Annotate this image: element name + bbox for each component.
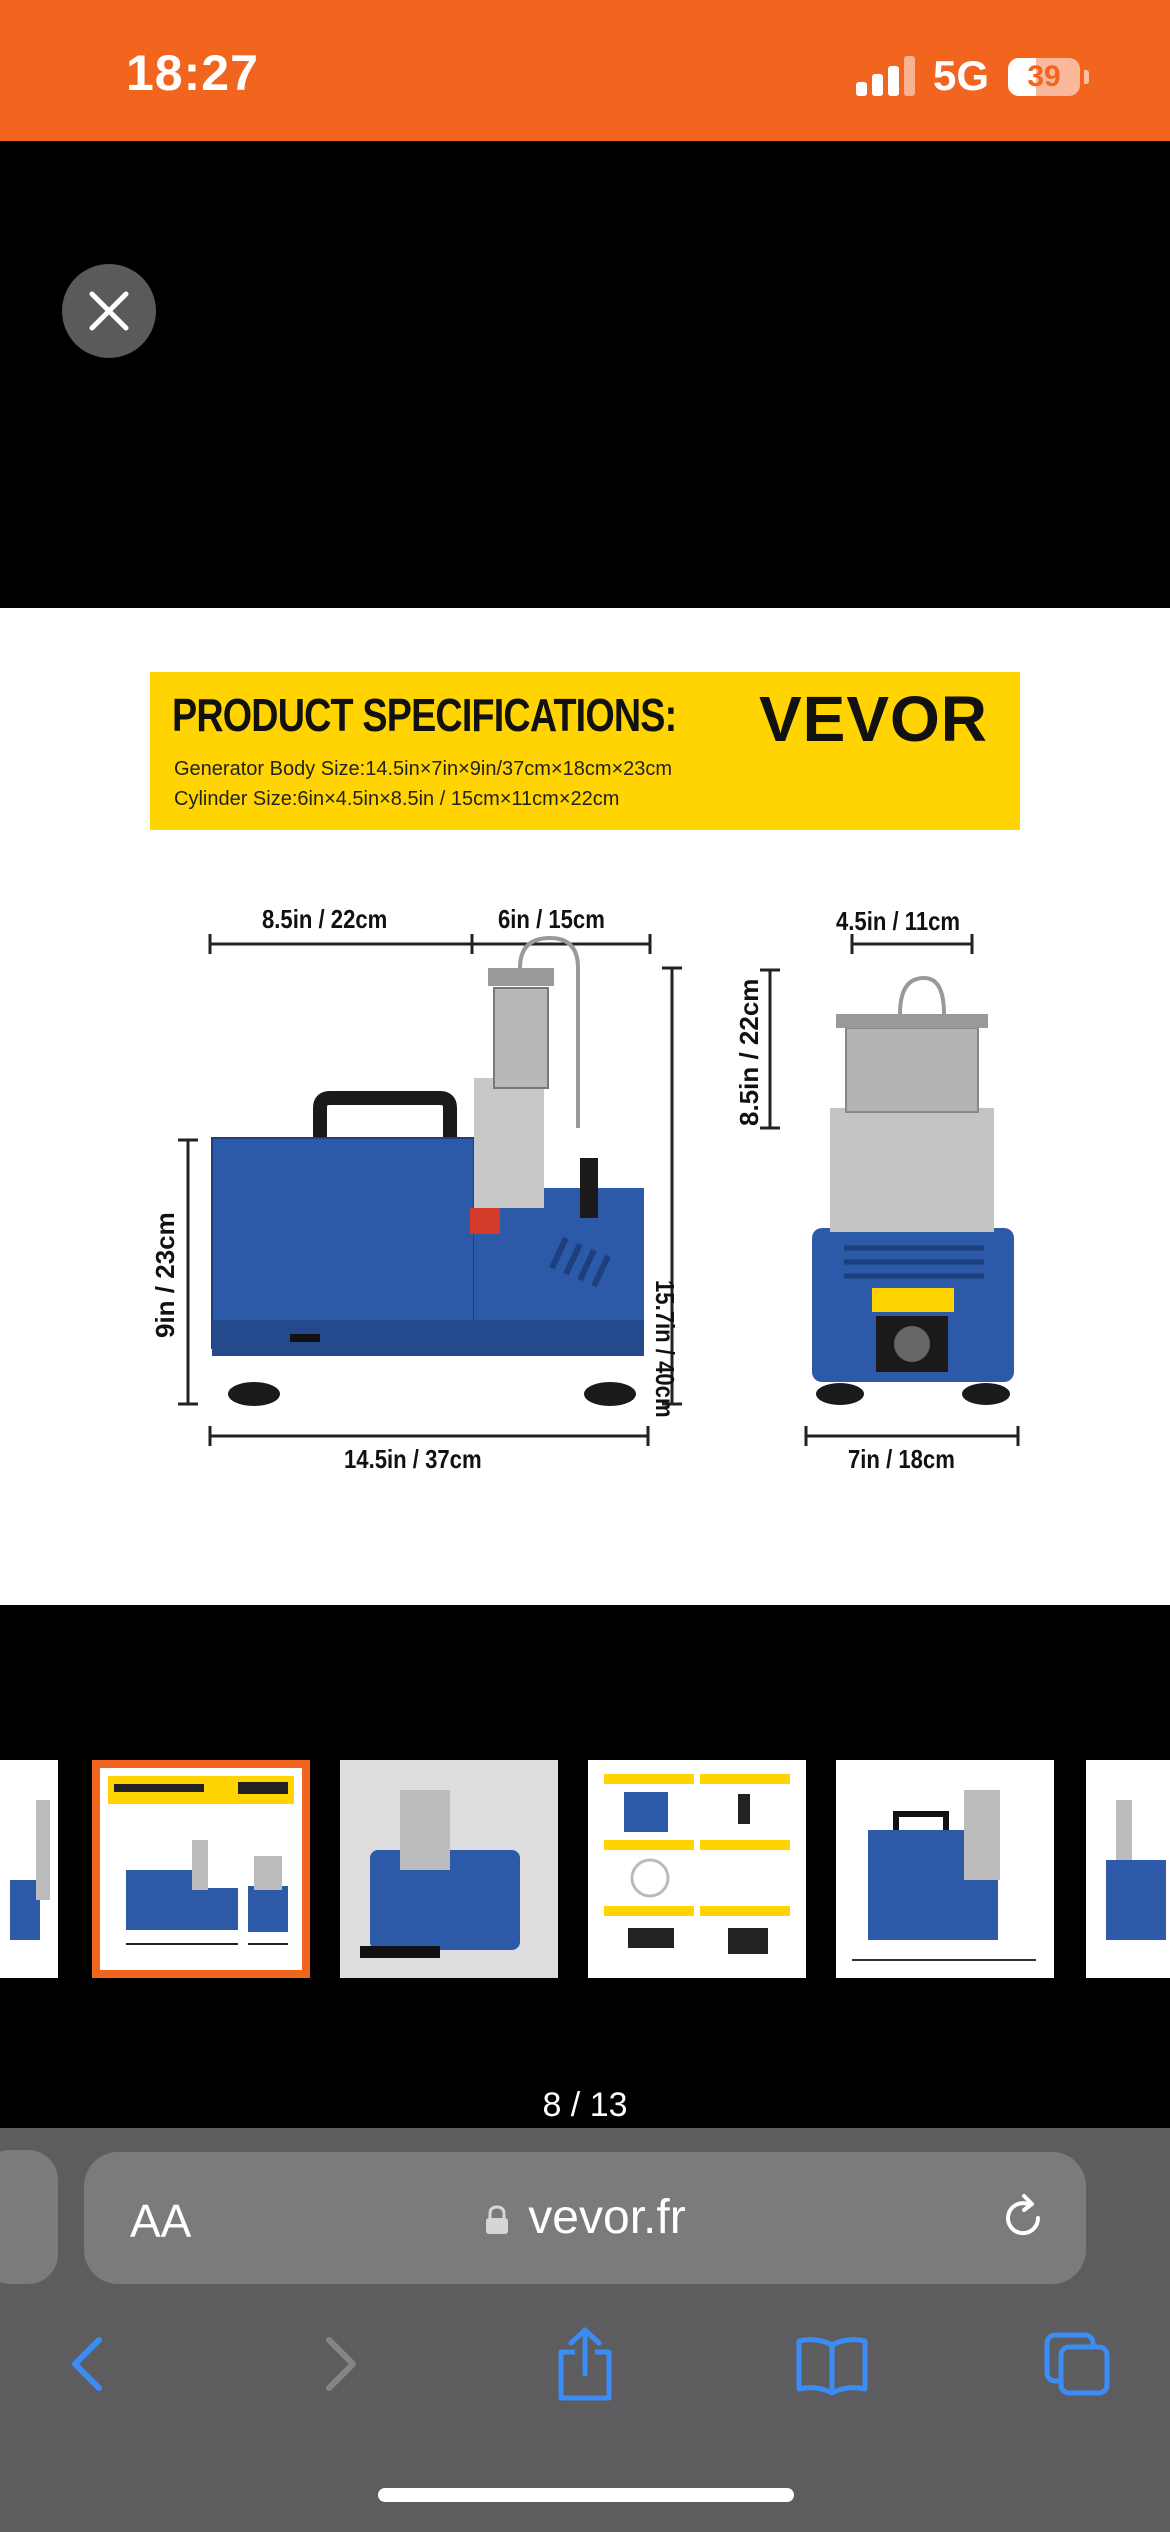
share-icon — [553, 2326, 617, 2402]
product-image[interactable] — [0, 608, 1170, 1605]
forward-button[interactable] — [300, 2324, 380, 2404]
thumbnail-10[interactable] — [588, 1760, 806, 1978]
dim-cylinder-top: 6in / 15cm — [498, 904, 605, 934]
thumbnail-8-selected[interactable] — [92, 1760, 310, 1978]
thumbnail-9[interactable] — [340, 1760, 558, 1978]
dim-cylinder-height: 8.5in / 22cm — [734, 978, 764, 1126]
tabs-icon — [1043, 2331, 1113, 2397]
forward-icon — [315, 2334, 365, 2394]
tabs-button[interactable] — [1038, 2324, 1118, 2404]
image-counter: 8 / 13 — [542, 2086, 628, 2124]
signal-icon — [856, 56, 916, 96]
browser-bar — [0, 2128, 1170, 2532]
battery-tip — [1084, 70, 1089, 84]
thumbnail-7[interactable] — [0, 1760, 58, 1978]
battery-level: 39 — [1027, 60, 1061, 93]
dim-width: 7in / 18cm — [848, 1444, 955, 1474]
dim-cylinder-width: 4.5in / 11cm — [836, 906, 961, 936]
spec-title: PRODUCT SPECIFICATIONS: — [172, 689, 677, 741]
spec-line-2: Cylinder Size:6in×4.5in×8.5in / 15cm×11cm×22cm — [174, 788, 620, 810]
bookmarks-icon — [795, 2333, 869, 2395]
spec-line-1: Generator Body Size:14.5in×7in×9in/37cm×18cm×23cm — [174, 758, 673, 780]
dim-body-top: 8.5in / 22cm — [262, 904, 388, 934]
status-bar — [0, 0, 1170, 141]
battery-icon — [1008, 58, 1080, 96]
close-button[interactable] — [62, 264, 156, 358]
back-icon — [63, 2334, 113, 2394]
previous-tab[interactable] — [0, 2150, 58, 2284]
bookmarks-button[interactable] — [792, 2324, 872, 2404]
dim-length: 14.5in / 37cm — [344, 1444, 482, 1474]
thumbnail-strip — [0, 1760, 1170, 1980]
reader-settings-label: AA — [130, 2195, 192, 2247]
close-icon — [86, 288, 132, 334]
reload-icon[interactable] — [998, 2192, 1048, 2242]
thumbnail-12[interactable] — [1086, 1760, 1170, 1978]
home-indicator[interactable] — [378, 2488, 794, 2502]
dim-total-height: 15.7in / 40cm — [650, 1280, 680, 1418]
address-bar[interactable] — [84, 2152, 1086, 2284]
url-text: vevor.fr — [528, 2191, 686, 2244]
status-time: 18:27 — [126, 45, 259, 101]
share-button[interactable] — [545, 2324, 625, 2404]
network-type: 5G — [933, 52, 990, 99]
brand-logo: VEVOR — [758, 683, 988, 755]
back-button[interactable] — [48, 2324, 128, 2404]
thumbnail-11[interactable] — [836, 1760, 1054, 1978]
compressor-drawing — [0, 608, 1170, 1605]
lock-icon — [484, 2205, 510, 2235]
dim-body-height: 9in / 23cm — [150, 1212, 180, 1338]
url-display[interactable] — [84, 2190, 1086, 2245]
